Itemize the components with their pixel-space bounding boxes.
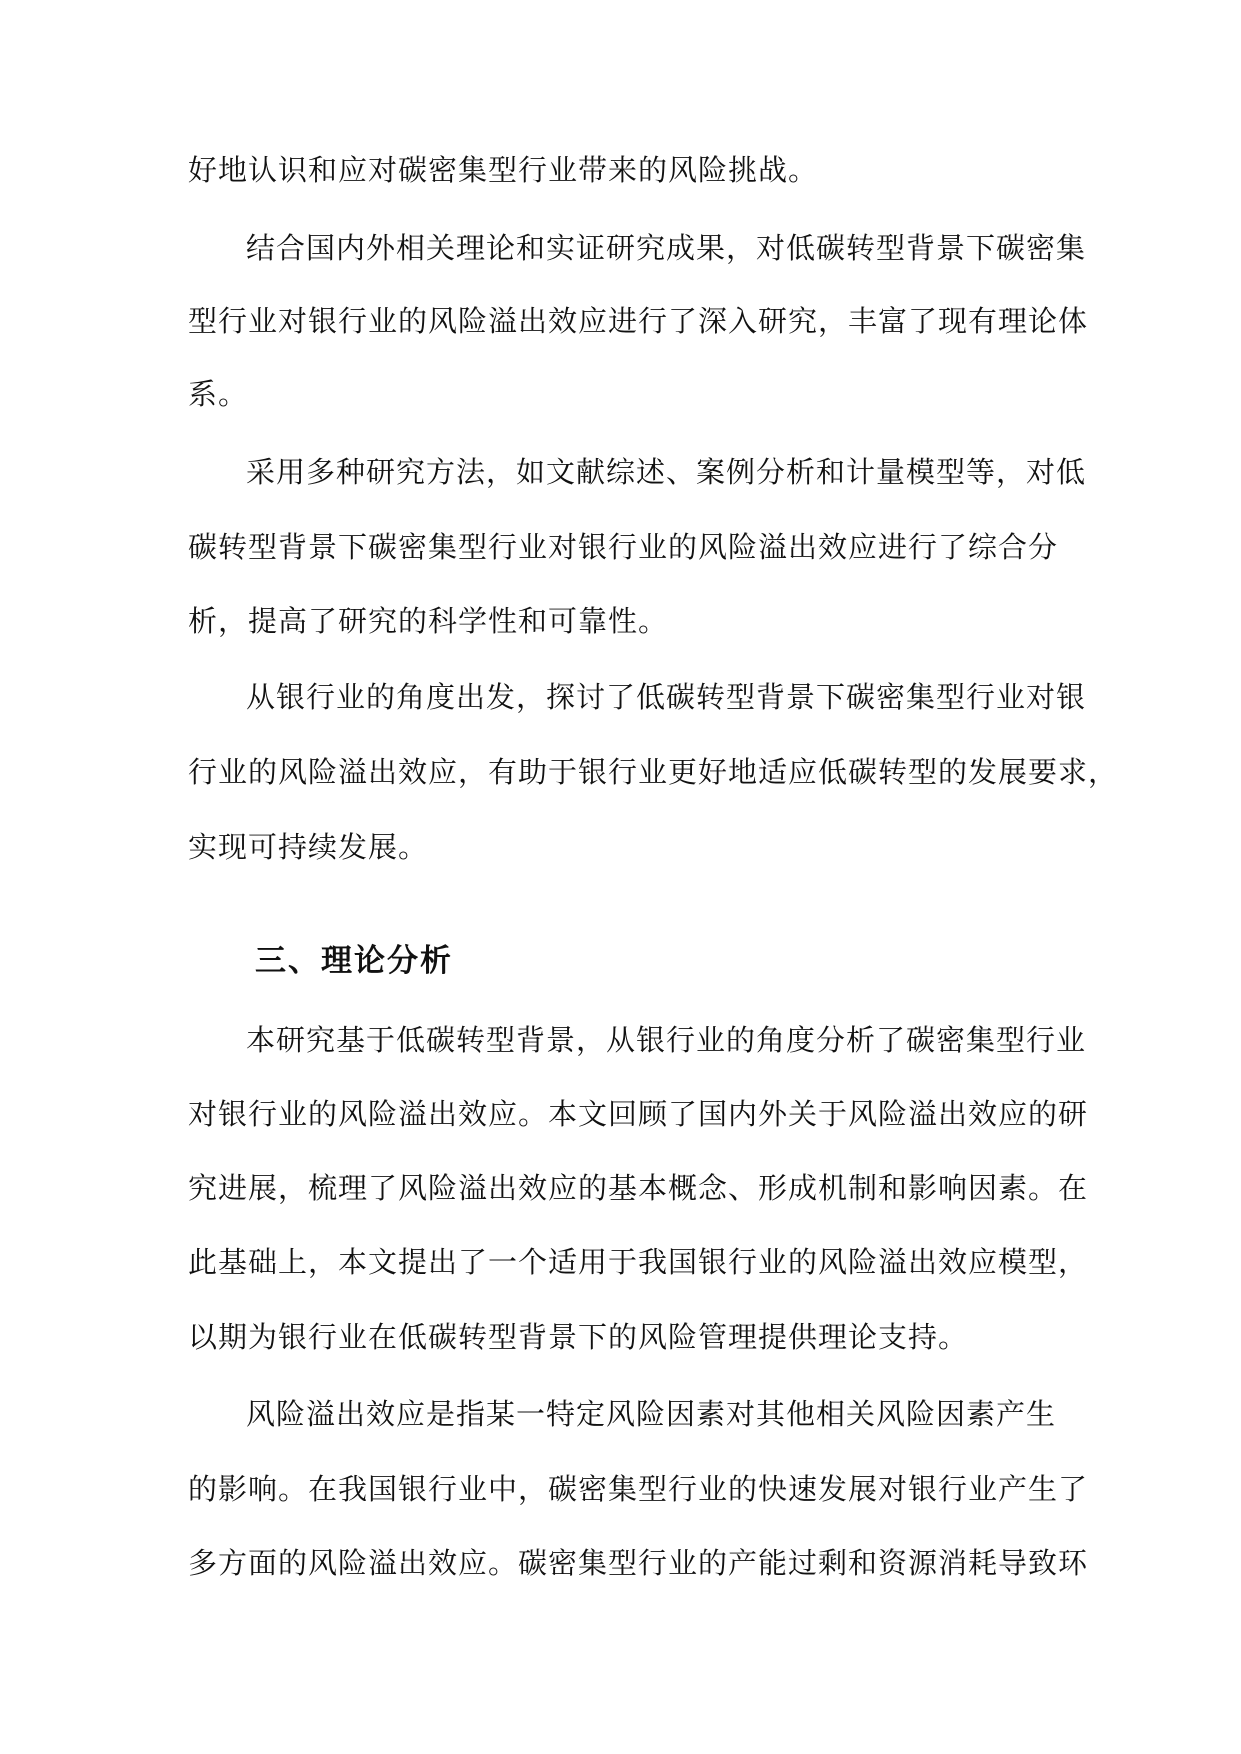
section-heading: 三、理论分析 bbox=[255, 943, 453, 979]
paragraph-line: 好地认识和应对碳密集型行业带来的风险挑战。 bbox=[188, 153, 819, 187]
paragraph-line: 采用多种研究方法，如文献综述、案例分析和计量模型等，对低 bbox=[246, 455, 1087, 489]
paragraph-line: 多方面的风险溢出效应。碳密集型行业的产能过剩和资源消耗导致环 bbox=[188, 1546, 1089, 1580]
paragraph-line: 碳转型背景下碳密集型行业对银行业的风险溢出效应进行了综合分 bbox=[188, 530, 1059, 564]
paragraph-line: 析，提高了研究的科学性和可靠性。 bbox=[188, 604, 669, 638]
paragraph-line: 实现可持续发展。 bbox=[188, 830, 429, 864]
paragraph-line: 从银行业的角度出发，探讨了低碳转型背景下碳密集型行业对银 bbox=[246, 680, 1087, 714]
paragraph-line: 系。 bbox=[188, 377, 249, 411]
paragraph-line: 究进展，梳理了风险溢出效应的基本概念、形成机制和影响因素。在 bbox=[188, 1171, 1089, 1205]
paragraph-line: 行业的风险溢出效应，有助于银行业更好地适应低碳转型的发展要求， bbox=[188, 755, 1119, 789]
paragraph-line: 型行业对银行业的风险溢出效应进行了深入研究，丰富了现有理论体 bbox=[188, 304, 1089, 338]
paragraph-line: 对银行业的风险溢出效应。本文回顾了国内外关于风险溢出效应的研 bbox=[188, 1097, 1089, 1131]
paragraph-line: 风险溢出效应是指某一特定风险因素对其他相关风险因素产生 bbox=[246, 1397, 1057, 1431]
paragraph-line: 的影响。在我国银行业中，碳密集型行业的快速发展对银行业产生了 bbox=[188, 1472, 1089, 1506]
paragraph-line: 此基础上，本文提出了一个适用于我国银行业的风险溢出效应模型， bbox=[188, 1245, 1089, 1279]
paragraph-line: 本研究基于低碳转型背景，从银行业的角度分析了碳密集型行业 bbox=[246, 1023, 1087, 1057]
paragraph-line: 结合国内外相关理论和实证研究成果，对低碳转型背景下碳密集 bbox=[246, 231, 1087, 265]
paragraph-line: 以期为银行业在低碳转型背景下的风险管理提供理论支持。 bbox=[188, 1320, 969, 1354]
